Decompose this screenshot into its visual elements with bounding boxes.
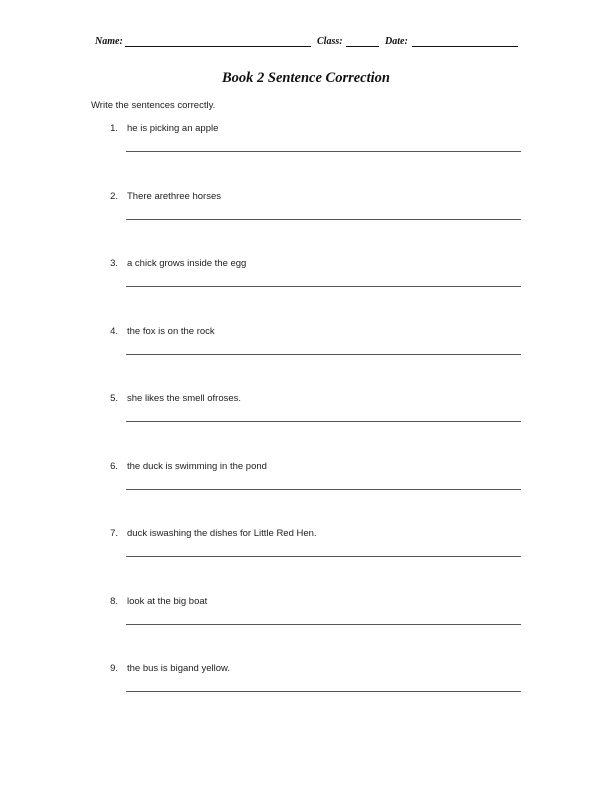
question-item	[0, 596, 612, 656]
question-text: the fox is on the rock	[127, 326, 215, 337]
question-item	[0, 528, 612, 588]
question-number: 2.	[110, 191, 118, 202]
question-text: There arethree horses	[127, 191, 221, 202]
question-text: look at the big boat	[127, 596, 208, 607]
answer-line[interactable]	[126, 219, 521, 220]
name-label: Name:	[95, 36, 123, 47]
question-item	[0, 393, 612, 453]
question-number: 6.	[110, 461, 118, 472]
question-item	[0, 123, 612, 183]
question-text: she likes the smell ofroses.	[127, 393, 242, 404]
question-number: 3.	[110, 258, 118, 269]
answer-line[interactable]	[126, 286, 521, 287]
question-text: he is picking an apple	[127, 123, 219, 134]
answer-line[interactable]	[126, 489, 521, 490]
question-item	[0, 258, 612, 318]
answer-line[interactable]	[126, 421, 521, 422]
question-text: the duck is swimming in the pond	[127, 461, 267, 472]
question-number: 5.	[110, 393, 118, 404]
question-item	[0, 663, 612, 723]
answer-line[interactable]	[126, 691, 521, 692]
page-title: Book 2 Sentence Correction	[222, 70, 390, 86]
question-item	[0, 326, 612, 386]
question-number: 1.	[110, 123, 118, 134]
date-field[interactable]	[412, 46, 518, 47]
question-text: a chick grows inside the egg	[127, 258, 247, 269]
question-item	[0, 191, 612, 251]
question-item	[0, 461, 612, 521]
instructions: Write the sentences correctly.	[91, 100, 216, 111]
question-number: 7.	[110, 528, 118, 539]
question-number: 4.	[110, 326, 118, 337]
answer-line[interactable]	[126, 151, 521, 152]
answer-line[interactable]	[126, 354, 521, 355]
answer-line[interactable]	[126, 556, 521, 557]
student-info-header	[95, 36, 525, 50]
date-label: Date:	[385, 36, 408, 47]
question-number: 8.	[110, 596, 118, 607]
class-field[interactable]	[346, 46, 379, 47]
question-text: duck iswashing the dishes for Little Red Hen.	[127, 528, 317, 539]
answer-line[interactable]	[126, 624, 521, 625]
name-field[interactable]	[125, 46, 311, 47]
question-text: the bus is bigand yellow.	[127, 663, 230, 674]
question-number: 9.	[110, 663, 118, 674]
class-label: Class:	[317, 36, 343, 47]
